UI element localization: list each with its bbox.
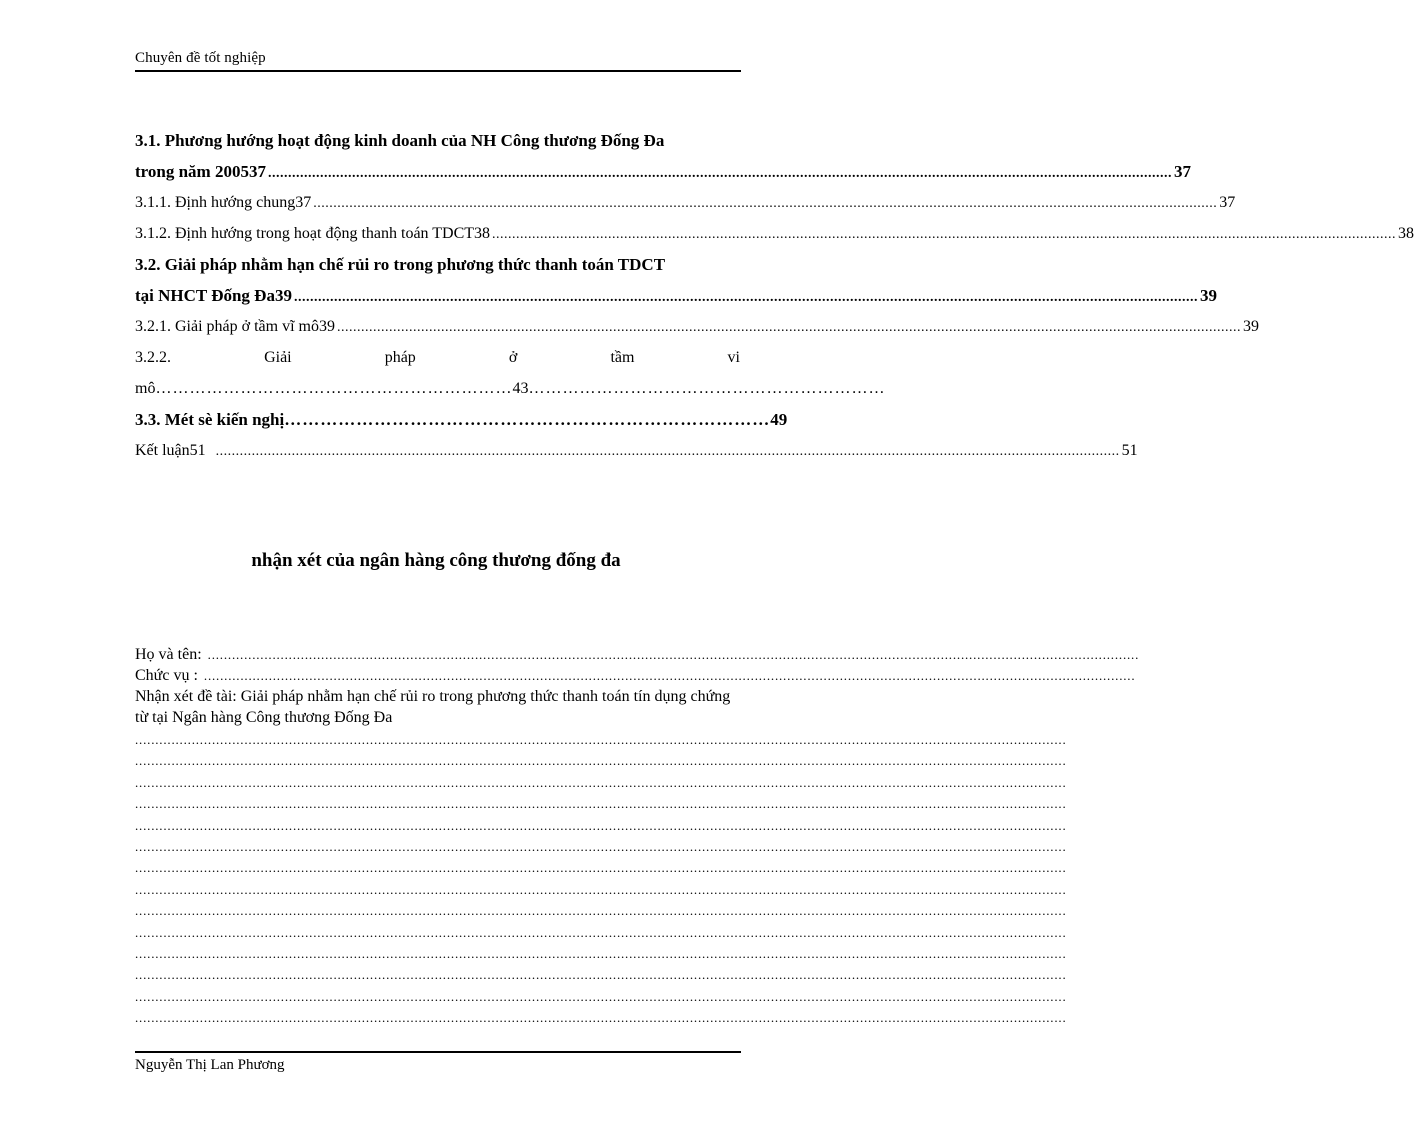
toc-entry-text: 3.1.1. Định hướng chung37	[135, 194, 312, 211]
toc-entry-text: 3.3. Mét sè kiến nghị	[135, 410, 285, 429]
ellipsis-leader: ………………………………………………………	[528, 380, 886, 397]
toc-page-number: 51	[1121, 442, 1138, 459]
toc-entry-text: 3.1. Phương hướng hoạt động kinh doanh của NH Công thương Đống Đa	[135, 131, 665, 150]
dot-leader	[216, 436, 1120, 467]
toc-entry-text: mô	[135, 380, 156, 397]
dot-leader	[313, 188, 1217, 219]
toc-entry-conclusion	[135, 435, 1138, 466]
blank-line	[135, 815, 739, 836]
toc-page-number: 43	[512, 380, 529, 397]
toc-word: tầm	[610, 349, 635, 366]
toc-entry-text: trong năm 200537	[135, 162, 266, 181]
blank-line	[135, 986, 739, 1007]
toc-entry-3-2-2-line2	[135, 373, 886, 404]
blank-line	[135, 793, 739, 814]
dot-leader	[337, 312, 1241, 343]
topic-label: Nhận xét đề tài:	[135, 688, 237, 705]
blank-line	[135, 1007, 739, 1028]
dot-leader	[492, 219, 1396, 250]
evaluation-form	[135, 644, 739, 1028]
blank-line	[135, 943, 739, 964]
toc-page-number: 38	[1398, 225, 1414, 242]
toc-entry-text: 3.1.2. Định hướng trong hoạt động thanh toán TDCT38	[135, 225, 491, 242]
ellipsis-leader: ………………………………………………………	[155, 380, 513, 397]
toc-word: ở	[508, 349, 518, 366]
toc-entry-text: tại NHCT Đống Đa39	[135, 286, 292, 305]
toc-page-number: 39	[1243, 318, 1259, 335]
topic-comment	[135, 686, 735, 728]
toc-entry-3-2-line2	[135, 280, 1217, 311]
position-field-line	[135, 665, 739, 686]
name-label: Họ và tên:	[135, 646, 202, 663]
toc-entry-3-2-line1	[135, 249, 740, 280]
position-fill-line	[204, 665, 1136, 686]
blank-line	[135, 879, 739, 900]
dot-leader	[268, 158, 1172, 189]
header-rule	[135, 70, 741, 72]
toc-page-number: 39	[1199, 286, 1217, 305]
table-of-contents	[135, 125, 1414, 466]
footer-rule	[135, 1051, 741, 1053]
toc-entry-text: 3.2. Giải pháp nhằm hạn chế rủi ro trong phương thức thanh toán TDCT	[135, 255, 666, 274]
toc-word: vi	[727, 349, 740, 366]
toc-word: 3.2.2.	[135, 349, 171, 366]
toc-entry-3-1-line2	[135, 156, 1191, 187]
blank-line	[135, 964, 739, 985]
footer-author: Nguyễn Thị Lan Phương	[135, 1057, 285, 1073]
blank-line	[135, 857, 739, 878]
toc-entry-text: Kết luận51	[135, 442, 206, 459]
toc-entry-3-2-2-line1	[135, 342, 740, 373]
ellipsis-leader: ………………………………………………………………………	[284, 410, 771, 429]
toc-word: pháp	[384, 349, 416, 366]
blank-line	[135, 750, 739, 771]
toc-page-number: 37	[1173, 162, 1191, 181]
toc-entry-3-1-line1	[135, 125, 740, 156]
toc-page-number: 49	[770, 410, 788, 429]
blank-line	[135, 900, 739, 921]
toc-entry-3-3	[135, 404, 788, 435]
toc-page-number: 37	[1219, 194, 1236, 211]
position-label: Chức vụ :	[135, 667, 198, 684]
toc-entry-3-2-1	[135, 311, 1259, 342]
blank-line	[135, 772, 739, 793]
toc-entry-3-1-2	[135, 218, 1414, 249]
blank-line	[135, 836, 739, 857]
name-fill-line	[208, 644, 1140, 665]
toc-entry-3-1-1	[135, 187, 1236, 218]
toc-word: Giải	[264, 349, 292, 366]
section-title: nhận xét của ngân hàng công thương đống đa	[251, 550, 621, 571]
dot-leader	[294, 282, 1198, 313]
topic-text: Giải pháp nhằm hạn chế rủi ro trong phương thức thanh toán tín dụng chứng từ tại Ngân hàng Công thương Đống Đa	[135, 688, 731, 726]
blank-line	[135, 729, 739, 750]
blank-line	[135, 922, 739, 943]
toc-entry-text: 3.2.1. Giải pháp ở tầm vĩ mô39	[135, 318, 335, 335]
page-header-title: Chuyên đề tốt nghiệp	[135, 50, 266, 66]
name-field-line	[135, 644, 739, 665]
comment-blank-lines	[135, 729, 739, 1028]
